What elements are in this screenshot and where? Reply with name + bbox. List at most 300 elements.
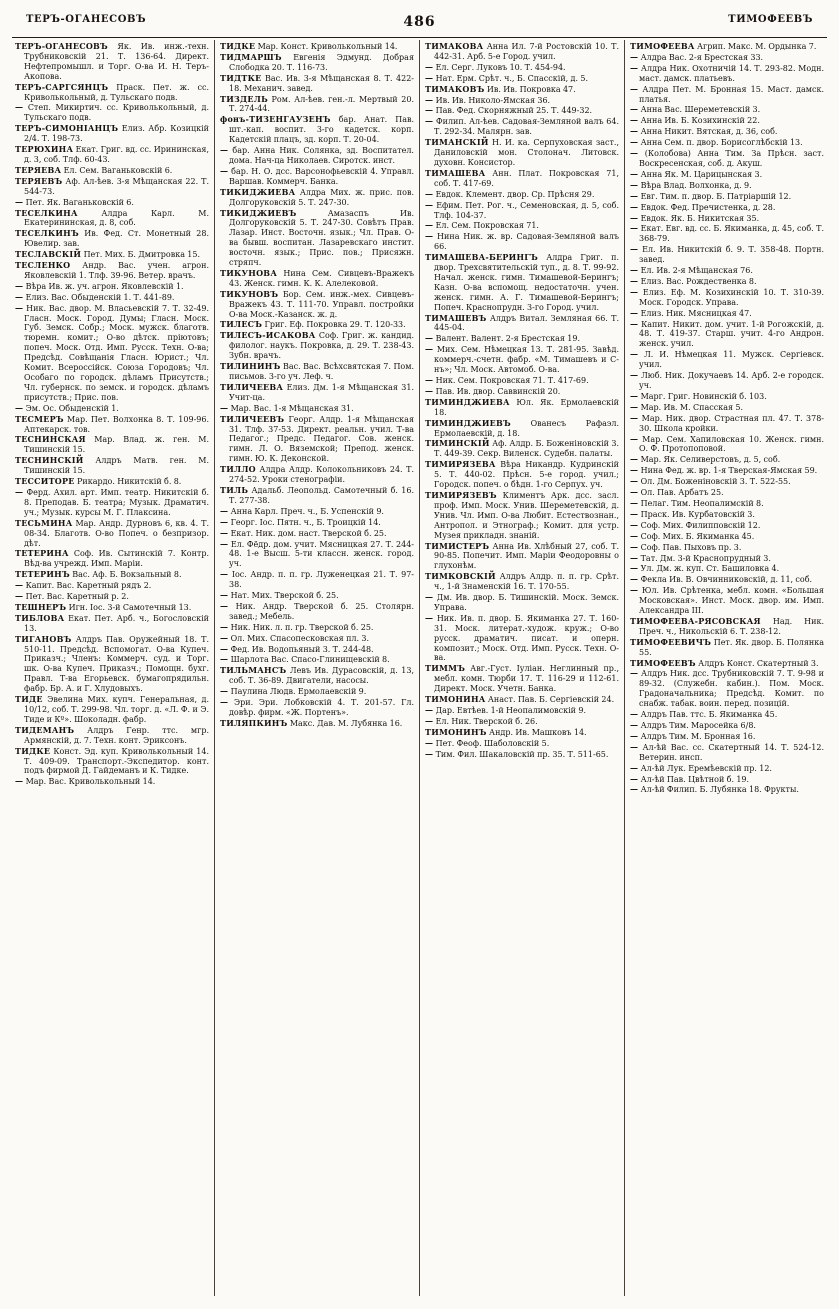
ditto-dash: —	[630, 104, 641, 115]
directory-entry	[15, 404, 209, 414]
entry-surname: ТИЛЛО	[220, 464, 256, 475]
directory-entry	[630, 775, 824, 785]
ditto-dash: —	[220, 686, 231, 697]
entry-text: Соф. Григ. ж. кандид. филолог. наукъ. Покровка, д. 29. Т. 238-43. Зубн. врачъ.	[229, 331, 414, 361]
entry-surname: ТЕРЪ-САРГСЯНЦЪ	[15, 81, 109, 92]
entry-text: Пет. Як. двор. Б. Полянка 55.	[639, 637, 824, 657]
entry-text: Валент. Валент. 2-я Брестская 19.	[435, 334, 580, 344]
directory-entry	[220, 666, 414, 686]
ditto-dash: —	[15, 102, 28, 113]
directory-entry	[425, 117, 619, 137]
ditto-dash: —	[15, 402, 26, 413]
entry-text: Ник. Вас. двор. М. Власьевскій 7. Т. 32-49. Гласн. Моск. Город. Думы; Гласн. Моск. Губ. Земск. Собр.; Моск. мужск. благотв. тюремн. комит.; О-во дѣтск. пріютовъ; попеч. Моск. Отд. Имп. Русск. Техн. О-ва; Предсѣд. Совѣщанія Гласн. Юрист.; Чл. Комит. Всероссійск. Союза Городовъ; Чл. Особаго по городск. дѣламъ Присутств.; Чл. губернск. по земск. и городск. дѣламъ присутств.; Прис. пов.	[24, 303, 209, 402]
directory-entry	[220, 115, 414, 145]
entry-text: Вѣра Влад. Волхонка, д. 9.	[640, 180, 752, 190]
entry-text: Степ. Микиртич. сс. Криволькольный, д. Тульскаго подв.	[24, 103, 209, 123]
ditto-dash: —	[425, 592, 437, 603]
ditto-dash: —	[630, 668, 641, 679]
ditto-dash: —	[630, 541, 641, 552]
directory-entry	[630, 785, 824, 795]
directory-entry	[15, 124, 209, 144]
ditto-dash: —	[630, 784, 641, 795]
directory-entry	[425, 491, 619, 541]
directory-entry	[220, 53, 414, 73]
entry-text: Паулина Людв. Ермолаевскій 9.	[230, 687, 367, 697]
entry-text: Праск. Ив. Курбатовскій 3.	[640, 509, 755, 519]
ditto-dash: —	[630, 115, 641, 126]
entry-text: Марг. Григ. Новинскій б. 103.	[640, 391, 767, 401]
ditto-dash: —	[220, 516, 231, 527]
ditto-dash: —	[425, 715, 436, 726]
entry-text: Нина Фед. ж. вр. 1-я Тверская-Ямская 59.	[640, 466, 818, 476]
directory-entry	[15, 83, 209, 103]
entry-text: Ив. Ив. Николо-Ямская 36.	[435, 95, 551, 105]
directory-entry	[425, 614, 619, 664]
entry-text: Ел. Ник. Тверской б. 26.	[435, 716, 538, 726]
directory-entry	[220, 465, 414, 485]
ditto-dash: —	[630, 244, 643, 255]
ditto-dash: —	[425, 612, 437, 623]
entry-surname: ТИМИСТЕРЪ	[425, 540, 490, 551]
entry-text: Елиз. Дм. 1-я Мѣщанская 31. Учит-ца.	[229, 382, 415, 402]
directory-entry	[15, 282, 209, 292]
entry-text: Юл. Ив. Срѣтенка, мебл. комн. «Большая Московская». Инст. Моск. двор. им. Имп. Александра III.	[639, 586, 824, 616]
directory-entry	[630, 288, 824, 308]
entry-surname: ТИЛЯПКИНЪ	[220, 717, 288, 728]
entry-text: Ел. Ив. 2-я Мѣщанская 76.	[640, 266, 753, 276]
entry-text: Іос. Андр. п. п. гр. Луженецкая 21. Т. 97-38.	[229, 570, 414, 590]
directory-entry	[15, 250, 209, 260]
directory-entry	[220, 404, 414, 414]
directory-entry	[220, 698, 414, 718]
directory-entry	[425, 42, 619, 62]
entry-text: Вас. Вас. Всѣхсвятская 7. Пом. письмов. 3-го уч. Леф. ч.	[229, 362, 415, 381]
ditto-dash: —	[15, 486, 27, 497]
entry-text: Мар. Ник. двор. Страстная пл. 47. Т. 378-30. Школа кройки.	[639, 413, 825, 433]
entry-surname: ТИМИРЯЗЕВА	[425, 459, 496, 470]
directory-entry	[630, 350, 824, 370]
ditto-dash: —	[630, 137, 641, 148]
ditto-dash: —	[630, 168, 641, 179]
directory-entry	[630, 266, 824, 276]
directory-entry	[425, 572, 619, 592]
entry-text: Мар. Ив. М. Спасская 5.	[640, 402, 743, 412]
directory-entry	[15, 415, 209, 435]
directory-entry	[15, 777, 209, 787]
directory-entry	[220, 602, 414, 622]
entry-surname: ТЕСЕЛКИНЪ	[15, 228, 79, 239]
ditto-dash: —	[220, 632, 231, 643]
directory-entry	[15, 435, 209, 455]
ditto-dash: —	[425, 344, 437, 355]
directory-entry	[15, 519, 209, 549]
entry-text: Екат. Пет. Арб. ч., Богословскій 13.	[24, 613, 209, 633]
directory-entry	[425, 232, 619, 252]
entry-surname: ТИЛЬМАНСЪ	[220, 665, 287, 676]
entry-text: Нат. Мих. Тверской б. 25.	[230, 591, 339, 601]
directory-entry	[630, 403, 824, 413]
entry-surname: ТЕРЯЕВЪ	[15, 175, 63, 186]
entry-text: Григ. Еф. Покровка 29. Т. 120-33.	[264, 320, 406, 330]
entry-text: Ованесъ Рафаэл. Ермолаевскій, д. 18.	[434, 418, 619, 438]
entry-text: Андр. Вас. учен. агрон. Яковлевскій 1. Тлф. 39-96. Ветер. врачъ.	[24, 261, 209, 280]
entry-surname: ТИДМАРШЪ	[220, 51, 282, 62]
entry-text: Пет. Як. Ваганьковскій 6.	[25, 197, 134, 207]
entry-text: Дм. Ив. двор. Б. Тишинскій. Моск. Земск. Управа.	[434, 593, 619, 612]
ditto-dash: —	[630, 401, 641, 412]
directory-entry	[630, 371, 824, 391]
ditto-dash: —	[630, 585, 642, 596]
directory-entry	[630, 586, 824, 616]
directory-entry	[220, 570, 414, 590]
ditto-dash: —	[630, 454, 641, 465]
entry-text: Ив. Ив. Покровка 47.	[486, 84, 576, 94]
ditto-dash: —	[425, 199, 437, 210]
ditto-dash: —	[220, 621, 231, 632]
entry-text: Вас. Ив. 3-я Мѣщанская 8. Т. 422-18. Механич. завед.	[229, 73, 414, 93]
ditto-dash: —	[630, 709, 641, 720]
entry-text: Ол. Мих. Спасопесковская пл. 3.	[230, 633, 370, 643]
ditto-dash: —	[630, 730, 641, 741]
entry-text: Пет. Феоф. Шаболовскій 5.	[435, 738, 550, 748]
ditto-dash: —	[630, 519, 641, 530]
entry-surname: ТИЗДЕЛЬ	[220, 93, 268, 104]
directory-entry	[15, 229, 209, 249]
entry-surname: ТИДКЕ	[220, 41, 256, 51]
entry-text: Ол. Дм. Боженіновскій 3. Т. 522-55.	[640, 477, 791, 487]
directory-entry	[630, 743, 824, 763]
ditto-dash: —	[630, 773, 641, 784]
entry-surname: ТЕРЮХИНА	[15, 144, 74, 155]
directory-entry	[630, 638, 824, 658]
entry-surname: ТИМИНДЖИЕВА	[425, 396, 510, 407]
directory-entry	[220, 540, 414, 570]
entry-text: Як. Ив. инж.-техн. Трубниковскій 21. Т. 136-64. Директ. Нефтепромышл. и Торг. О-ва И. Н. Теръ-Акопова.	[24, 42, 210, 81]
directory-entry	[630, 181, 824, 191]
ditto-dash: —	[630, 476, 641, 487]
entry-surname: ТЕРЪ-СИМОНІАНЦЪ	[15, 123, 119, 134]
directory-entry	[630, 42, 824, 52]
directory-entry	[425, 728, 619, 738]
directory-entry	[15, 198, 209, 208]
ditto-dash: —	[425, 220, 436, 231]
directory-entry	[630, 320, 824, 350]
directory-entry	[630, 543, 824, 553]
directory-entry	[425, 334, 619, 344]
ditto-dash: —	[425, 385, 436, 396]
ditto-dash: —	[425, 375, 436, 385]
entry-text: Анна Карл. Преч. ч., Б. Успенскій 9.	[230, 506, 384, 516]
directory-entry	[220, 188, 414, 208]
ditto-dash: —	[15, 196, 26, 207]
ditto-dash: —	[630, 390, 641, 401]
directory-entry	[425, 74, 619, 84]
entry-text: Ив. Фед. Ст. Монетный 28. Ювелир. зав.	[24, 229, 210, 249]
entry-surname: ТИДКЕ	[15, 745, 51, 756]
directory-entry	[220, 167, 414, 187]
entry-text: Дар. Евтѣев. 1-й Неопалимовскій 9.	[435, 706, 586, 715]
directory-entry	[220, 591, 414, 601]
directory-entry	[425, 664, 619, 694]
directory-entry	[15, 477, 209, 487]
ditto-dash: —	[425, 188, 436, 199]
ditto-dash: —	[220, 505, 231, 516]
entry-surname: ТИМОНИНА	[425, 694, 486, 705]
directory-entry	[425, 314, 619, 334]
entry-surname: ТЕТЕРИНА	[15, 548, 69, 559]
page-header	[10, 14, 829, 34]
entry-text: Амазаспъ Ив. Долгоруковскій 5. Т. 247-30. Совѣтъ Прав. Лазар. Инст. Восточн. язык.; Чл. Прав. О-ва бывш. воспитан. Лазаревскаго инстит. восточн. язык.; Прис. пов.; Присяжн. стряпч.	[229, 208, 415, 268]
entry-text: Пав. Фед. Скорняжный 25. Т. 449-32.	[435, 106, 593, 116]
entry-text: Аф. Алдр. Б. Боженіновскій 3. Т. 449-39. Секр. Виленск. Судебн. палаты.	[434, 439, 619, 459]
entry-text: Анна Ил. 7-й Ростовскій 10. Т. 442-31. Арб. 5-е Город. учил.	[434, 42, 619, 61]
entry-text: Юл. Як. Ермолаевскій 18.	[434, 397, 619, 417]
ditto-dash: —	[220, 569, 232, 580]
ditto-dash: —	[15, 580, 26, 591]
entry-text: Алдръ Пав. Оружейный 18. Т. 510-11. Предсѣд. Вспомогат. О-ва Купеч. Приказч.; Членъ: Коммерч. суд. и Торг. шк. О-ва Купеч. Приказч.; Помощн. бухг. Правл. Т-ва Егорьевск. бумагопрядильн. фабр. Бр. А. и Г. Хлудовыхъ.	[24, 634, 210, 694]
entry-text: Ал-ѣй Филип. Б. Лубянка 18. Фрукты.	[640, 785, 799, 795]
directory-entry	[15, 304, 209, 403]
entry-text: Аф. Ал-ѣев. 3-я Мѣщанская 22. Т. 544-73.	[24, 176, 209, 196]
directory-entry	[425, 138, 619, 168]
directory-entry	[630, 127, 824, 137]
directory-entry	[220, 507, 414, 517]
directory-entry	[425, 201, 619, 221]
directory-entry	[15, 747, 209, 777]
entry-text: Алдръ Тим. Маросейка 6/8.	[640, 721, 756, 730]
entry-text: Анна Ив. Б. Козихинскій 22.	[640, 116, 760, 126]
entry-surname: ТЕРЪ-ОГАНЕСОВЪ	[15, 41, 108, 51]
ditto-dash: —	[630, 190, 641, 201]
ditto-dash: —	[425, 748, 436, 759]
directory-entry	[425, 96, 619, 106]
entry-text: Ол. Пав. Арбатъ 25.	[640, 488, 724, 498]
directory-entry	[425, 750, 619, 760]
entry-text: Вѣра Никандр. Кудринскій 5. Т. 440-02. Прѣсн. 5-е город. учил.; Городск. попеч. о бѣдн. 1-го Серпух. уч.	[434, 460, 619, 490]
header-left-keyword: ТЕРЪ-ОГАНЕСОВЪ	[26, 14, 147, 25]
ditto-dash: —	[425, 333, 436, 344]
entry-text: Георг. Іос. Пятн. ч., Б. Троицкій 14.	[230, 517, 381, 527]
ditto-dash: —	[630, 487, 641, 498]
entry-surname: ТИЛИНИНЪ	[220, 361, 281, 372]
ditto-dash: —	[630, 62, 641, 73]
entry-text: Анна Вас. Шереметевскій 3.	[640, 105, 761, 115]
entry-text: Екат. Евг. вд. сс. Б. Якиманка, д. 45, соб. Т. 368-79.	[639, 224, 824, 244]
entry-text: Елиз. Ник. Мясницкая 47.	[640, 308, 752, 318]
entry-text: Праск. Пет. ж. сс. Криволькольный, д. Тульскаго подв.	[24, 82, 209, 102]
entry-text: Алдра Вас. 2-я Брестская 33.	[640, 52, 764, 62]
entry-surname: ТИКУНОВА	[220, 267, 278, 278]
entry-surname: ТИКИДЖИЕВЪ	[220, 207, 297, 218]
entry-text: Мар. Конст. Криволькольный 14.	[257, 42, 398, 51]
entry-text: Анн. Плат. Покровская 71, соб. Т. 417-69.	[434, 168, 619, 188]
entry-surname: ТИМАКОВЪ	[425, 83, 485, 94]
directory-entry	[630, 203, 824, 213]
directory-entry	[425, 376, 619, 386]
directory-entry	[630, 721, 824, 731]
entry-text: Алдръ Пав. ттс. Б. Якиманка 45.	[640, 710, 778, 720]
ditto-dash: —	[630, 179, 641, 190]
directory-entry	[630, 575, 824, 585]
header-rule	[12, 37, 827, 38]
directory-entry	[220, 74, 414, 94]
directory-entry	[630, 309, 824, 319]
entry-text: Мар. Вас. Криволькольный 14.	[25, 777, 156, 787]
entry-text: Вѣра Ив. ж. уч. агрон. Яковлевскій 1.	[25, 281, 184, 291]
ditto-dash: —	[425, 94, 436, 105]
entry-text: Мар. Сем. Хапиловская 10. Женск. гимн. О. Ф. Протопоповой.	[639, 434, 824, 454]
directory-column-1	[10, 40, 214, 1296]
ditto-dash: —	[220, 527, 231, 538]
directory-entry	[220, 655, 414, 665]
entry-text: Рикардо. Никитскій б. 8.	[76, 477, 182, 487]
directory-column-2	[214, 40, 419, 1296]
entry-text: Шарлота Вас. Спасо-Глинищевскій 8.	[230, 655, 390, 665]
entry-text: Ром. Ал-ѣев. ген.-л. Мертвый 20. Т. 274-44.	[229, 94, 414, 114]
ditto-dash: —	[630, 126, 641, 137]
ditto-dash: —	[630, 307, 641, 318]
directory-entry	[15, 456, 209, 476]
entry-surname: ТИМАШЕВА-БЕРИНГЪ	[425, 252, 538, 263]
entry-surname: ТЕССИТОРЕ	[15, 476, 75, 487]
entry-text: Алдръ Генр. ттс. мгр. Армянскій, д. 7. Техн. конт. Эриксонъ.	[24, 725, 209, 745]
entry-text: Евгенія Эдмунд. Добрая Слободка 20. Т. 116-73.	[229, 52, 414, 72]
entry-text: Ел. Ив. Никитскій б. 9. Т. 358-48. Портн. завед.	[639, 245, 824, 265]
directory-entry	[220, 331, 414, 361]
entry-text: Евдок. Клемент. двор. Ср. Прѣсня 29.	[435, 189, 595, 199]
directory-entry	[15, 603, 209, 613]
entry-text: Мар. Вас. 1-я Мѣщанская 31.	[230, 403, 354, 413]
entry-text: Елиз. Еф. М. Козихинскій 10. Т. 310-39. Моск. Городск. Управа.	[639, 287, 824, 307]
directory-entry	[630, 53, 824, 63]
entry-text: Елиз. Абр. Козицкій 2/4. Т. 198-73.	[24, 124, 209, 144]
directory-entry	[15, 145, 209, 165]
directory-entry	[425, 387, 619, 397]
ditto-dash: —	[630, 552, 641, 563]
directory-entry	[425, 706, 619, 716]
ditto-dash: —	[630, 275, 641, 286]
directory-entry	[630, 170, 824, 180]
entry-text: Алдра Мих. ж. прис. пов. Долгоруковскій 5. Т. 247-30.	[229, 187, 414, 207]
entry-text: Ал-ѣй Пав. Цвѣтной б. 19.	[640, 774, 750, 784]
directory-entry	[630, 435, 824, 455]
ditto-dash: —	[220, 654, 231, 665]
entry-text: бар. Анна Ник. Солянка, зд. Воспитател. дома. Нач-ца Николаев. Сиротск. инст.	[229, 146, 414, 165]
directory-entry	[425, 106, 619, 116]
entry-text: Анна Ив. Хлѣбный 27, соб. Т. 90-85. Попечит. Имп. Маріи Феодоровны о глухонѣм.	[434, 541, 619, 571]
entry-surname: ТЕРЯЕВА	[15, 164, 62, 175]
directory-entry	[630, 499, 824, 509]
directory-entry	[15, 581, 209, 591]
ditto-dash: —	[630, 349, 645, 360]
directory-entry	[630, 455, 824, 465]
entry-text: Ел. Серг. Луковъ 10. Т. 454-94.	[435, 62, 566, 72]
entry-text: Ал-ѣй Лук. Еремѣевскій пр. 12.	[640, 763, 772, 773]
entry-text: Алдръ Тим. М. Бронная 16.	[640, 731, 756, 741]
entry-surname: ТЕСМЕРЪ	[15, 413, 64, 424]
entry-surname: ТИЛЕСЪ	[220, 319, 263, 330]
entry-text: Ел. Сем. Ваганьковскій 6.	[63, 165, 173, 175]
ditto-dash: —	[425, 116, 436, 127]
directory-entry	[220, 42, 414, 52]
ditto-dash: —	[630, 83, 643, 94]
entry-surname: ТИДТКЕ	[220, 72, 262, 83]
entry-surname: ТИЛИЧЕЕВЪ	[220, 413, 285, 424]
ditto-dash: —	[630, 51, 641, 62]
entry-text: Соф. Мих. Б. Якиманка 45.	[640, 531, 755, 541]
directory-entry	[630, 116, 824, 126]
entry-text: Л. И. Нѣмецкая 11. Мужск. Сергіевск. учил.	[639, 350, 824, 370]
entry-text: Анна Никит. Вятская, д. 36, соб.	[640, 127, 778, 137]
entry-text: Пав. Ив. двор. Саввинскій 20.	[435, 386, 561, 396]
directory-entry	[425, 593, 619, 613]
entry-text: Игн. Іос. 3-й Самотечный 13.	[68, 602, 192, 612]
entry-text: Капит. Вас. Каретный рядъ 2.	[25, 581, 152, 591]
directory-entry	[630, 277, 824, 287]
directory-entry	[630, 245, 824, 265]
directory-entry	[425, 542, 619, 572]
directory-entry	[220, 486, 414, 506]
directory-entry	[15, 293, 209, 303]
directory-entry	[630, 105, 824, 115]
ditto-dash: —	[15, 291, 26, 302]
directory-entry	[15, 177, 209, 197]
entry-surname: ТИМОФЕЕВИЧЪ	[630, 636, 712, 647]
entry-text: Алдръ Ник. дсс. Трубниковскій 7. Т. 9-98 и 89-32. (Служебн. кабин.). Пом. Моск. Градоначальника; Предсѣд. Комит. по снабж. табак. воин. перед. позицій.	[639, 669, 824, 709]
entry-text: Екат. Григ. вд. сс. Ирининская, д. 3, соб. Тлф. 60-43.	[24, 145, 209, 164]
entry-surname: ТИМКОВСКІЙ	[425, 571, 496, 582]
entry-text: Ул. Дм. ж. куп. Ст. Башиловка 4.	[640, 564, 780, 574]
entry-text: Алдра Пет. М. Бронная 15. Маст. дамск. платья.	[639, 84, 824, 104]
entry-text: Пет. Мих. Б. Дмитровка 15.	[83, 250, 201, 260]
entry-text: Над. Ник. Преч. ч., Никольскій 6. Т. 238-12.	[639, 616, 824, 636]
entry-surname: ТИБЛОВА	[15, 612, 65, 623]
entry-text: Фекла Ив. В. Овчинниковскій, д. 11, соб.	[640, 575, 813, 585]
entry-text: Нина Ник. ж. вр. Садовая-Земляной валъ 66.	[434, 232, 619, 252]
page-number: 486	[403, 14, 436, 30]
entry-surname: ТИМОФЕЕВА	[630, 41, 695, 51]
entry-text: Макс. Дав. М. Лубянка 16.	[289, 718, 403, 728]
ditto-dash: —	[425, 61, 436, 72]
ditto-dash: —	[220, 643, 231, 654]
entry-text: Алдра Карл. М. Екатерининская, д. 8, соб.	[24, 208, 210, 228]
ditto-dash: —	[630, 563, 641, 574]
entry-text: бар. Анат. Пав. шт.-кап. воспит. 3-го кадетск. корп. Кадетскій плацъ, зд. корп. Т. 20-04.	[229, 115, 415, 145]
entry-text: Н. И. ка. Серпуховская заст., Даниловскій мон. Столонач. Литовск. духовн. Консистор.	[434, 138, 620, 167]
entry-surname: ТИДЕМАНЪ	[15, 724, 75, 735]
directory-entry	[630, 564, 824, 574]
ditto-dash: —	[630, 508, 641, 519]
directory-entry	[425, 739, 619, 749]
directory-entry	[630, 138, 824, 148]
entry-text: Алдра Григ. п. двор. Трехсвятительскій туп., д. 8. Т. 99-92. Начал. женск. гимн. Тимашевой-Берингъ; Казн. О-ва вспомощ. недостаточн. учен. женск. гимн. А. Г. Тимашевой-Берингъ; Попеч. Краснопрудн. 3-го Город. учил.	[434, 253, 619, 312]
entry-surname: ТИМИНДЖИЕВЪ	[425, 417, 511, 428]
directory-entry	[630, 554, 824, 564]
entry-surname: ТЕСЕЛКИНА	[15, 207, 78, 218]
entry-surname: ТИКИДЖИЕВА	[220, 186, 296, 197]
entry-text: Алдръ Конст. Скатертный 3.	[698, 658, 819, 668]
entry-text: Капит. Никит. дом. учит. 1-й Рогожскій, д. 48. Т. 419-37. Старш. учит. 4-го Андрон. женск. учил.	[639, 319, 825, 349]
entry-text: Ник. Ник. л. п. гр. Тверской б. 25.	[230, 622, 374, 632]
header-right-keyword: ТИМОФЕЕВЪ	[728, 14, 813, 25]
entry-surname: ТИЛЕСЪ-ИСАКОВА	[220, 330, 316, 341]
entry-text: Ферд. Ахил. арт. Имп. театр. Никитскій б. 8. Преподав. Б. театра; Музык. Драматич. уч.; Музык. курсы М. Г. Плаксина.	[24, 487, 209, 517]
directory-entry	[15, 614, 209, 634]
entry-text: Вас. Аф. Б. Вокзальный 8.	[72, 570, 182, 580]
directory-entry	[425, 460, 619, 490]
entry-surname: ТИМОНИНЪ	[425, 726, 487, 737]
ditto-dash: —	[630, 465, 641, 476]
